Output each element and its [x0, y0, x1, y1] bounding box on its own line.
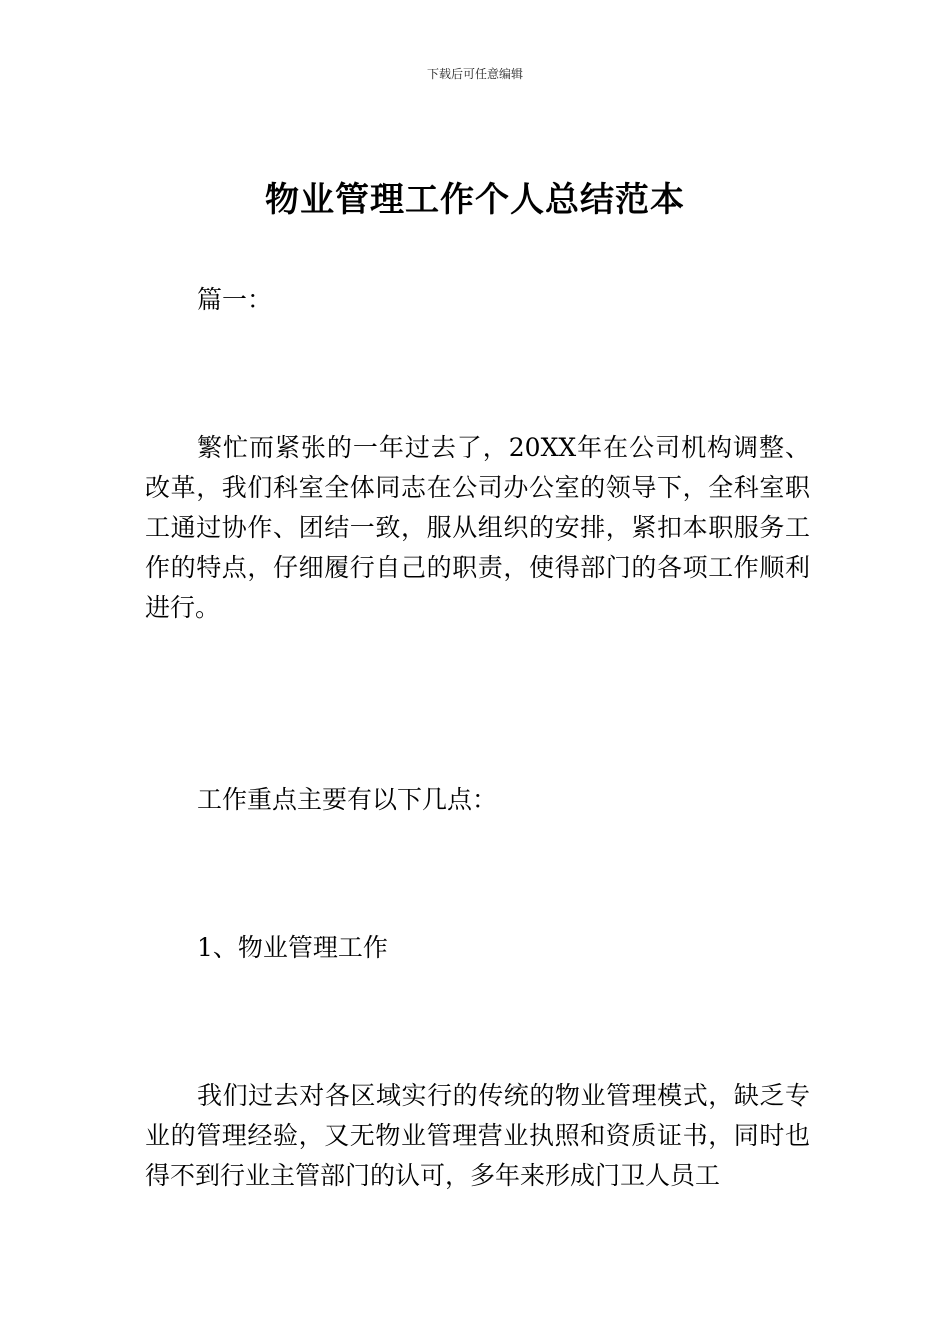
item-1-heading: 1、物业管理工作	[197, 933, 388, 962]
section-heading: 篇一：	[197, 285, 273, 314]
document-title: 物业管理工作个人总结范本	[265, 180, 685, 220]
intro-paragraph: 繁忙而紧张的一年过去了，20XX年在公司机构调整、改革，我们科室全体同志在公司办公室的领导下，全科室职工通过协作、团结一致，服从组织的安排，紧扣本职服务工作的特点，仔细履行自己的职责，使得部门的各项工作顺利进行。	[145, 433, 810, 622]
body-paragraph: 我们过去对各区域实行的传统的物业管理模式，缺乏专业的管理经验，又无物业管理营业执照和资质证书，同时也得不到行业主管部门的认可，多年来形成门卫人员工	[145, 1081, 810, 1190]
key-points-heading: 工作重点主要有以下几点：	[197, 785, 498, 814]
header-note: 下载后可任意编辑	[426, 67, 523, 81]
